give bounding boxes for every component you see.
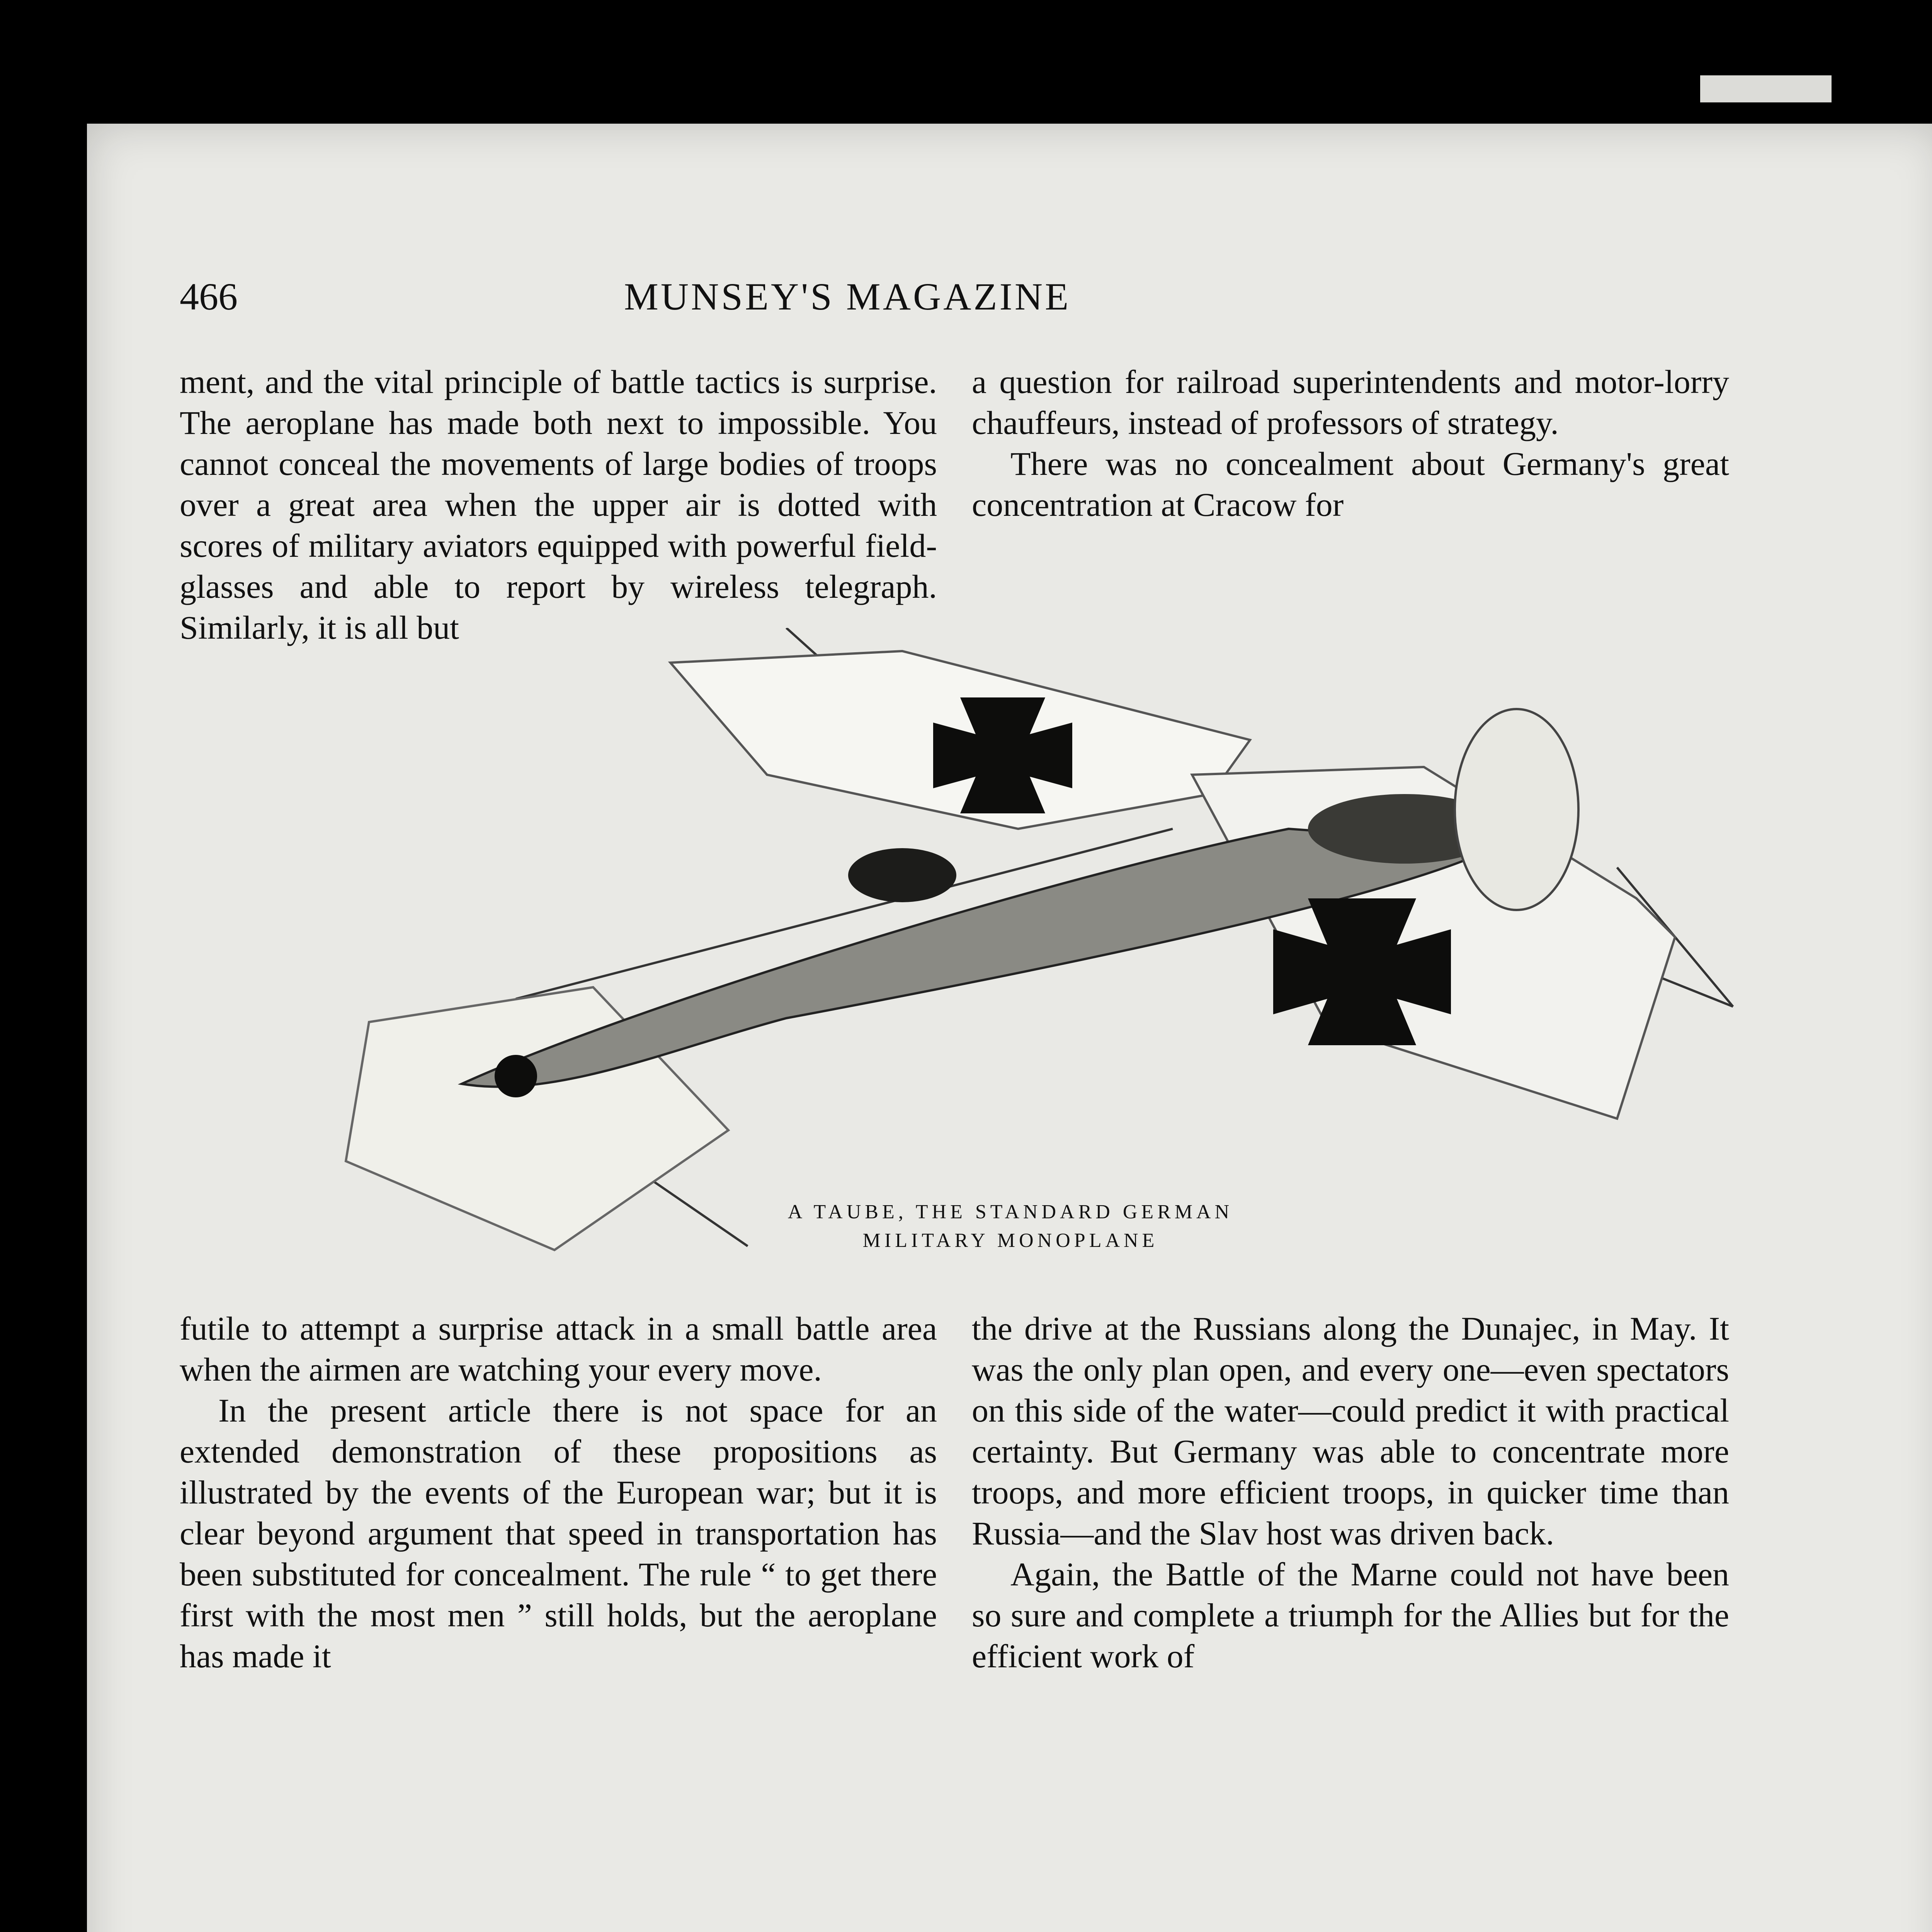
lower-right-column: [972, 1308, 1729, 1677]
lower-left-paragraph-1: futile to attempt a surprise attack in a small battle area when the airmen are watching your every move.: [180, 1310, 937, 1388]
page-edge-tab: [1700, 75, 1832, 102]
upper-right-column: [972, 361, 1729, 525]
taube-monoplane-illustration: [284, 628, 1814, 1370]
taube-caption: [721, 1198, 1300, 1255]
magazine-title: MUNSEY'S MAGAZINE: [624, 275, 1071, 318]
taube-caption-line-1: A TAUBE, THE STANDARD GERMAN: [787, 1201, 1233, 1223]
taube-caption-line-2: MILITARY MONOPLANE: [862, 1230, 1158, 1252]
upper-left-column-top: [180, 361, 937, 648]
upper-left-paragraph: [180, 361, 937, 648]
lower-right-paragraph-2: Again, the Battle of the Marne could not have been so sure and complete a triumph for the Allies but for the efficient work of: [972, 1556, 1729, 1675]
lower-left-paragraph-2: In the present article there is not space for an extended demonstration of these propositions as illustrated by the events of the European war; but it is clear beyond argument that speed in transportation has been substituted for concealment. The rule “ to get there first with the most men ” still holds, but the aeroplane has made it: [180, 1392, 937, 1675]
upper-right-paragraph-1: a question for railroad superintendents and motor-lorry chauffeurs, instead of professors of strategy.: [972, 363, 1729, 441]
lower-right-paragraph-1: the drive at the Russians along the Dunajec, in May. It was the only plan open, and every one—even spectators on this side of the water—could predict it with practical certainty. But Germany was able to concentrate more troops, and more efficient troops, in quicker time than Russia—and the Slav host was driven back.: [972, 1310, 1729, 1552]
upper-left-text: ment, and the vital principle of battle tactics is surprise. The aeroplane has made both next to impossible. You cannot conceal the movements of large bodies of troops over a great area when the upper air is dotted with scores of military aviators equipped with powerful field-glasses and able to report by wireless telegraph. Similarly, it is all but: [180, 363, 937, 646]
lower-left-column: [180, 1308, 937, 1677]
page-header: [180, 274, 1804, 332]
page-number: 466: [180, 275, 238, 318]
magazine-page: [87, 124, 1932, 1932]
upper-right-paragraph-2: There was no concealment about Germany's great concentration at Cracow for: [972, 445, 1729, 523]
